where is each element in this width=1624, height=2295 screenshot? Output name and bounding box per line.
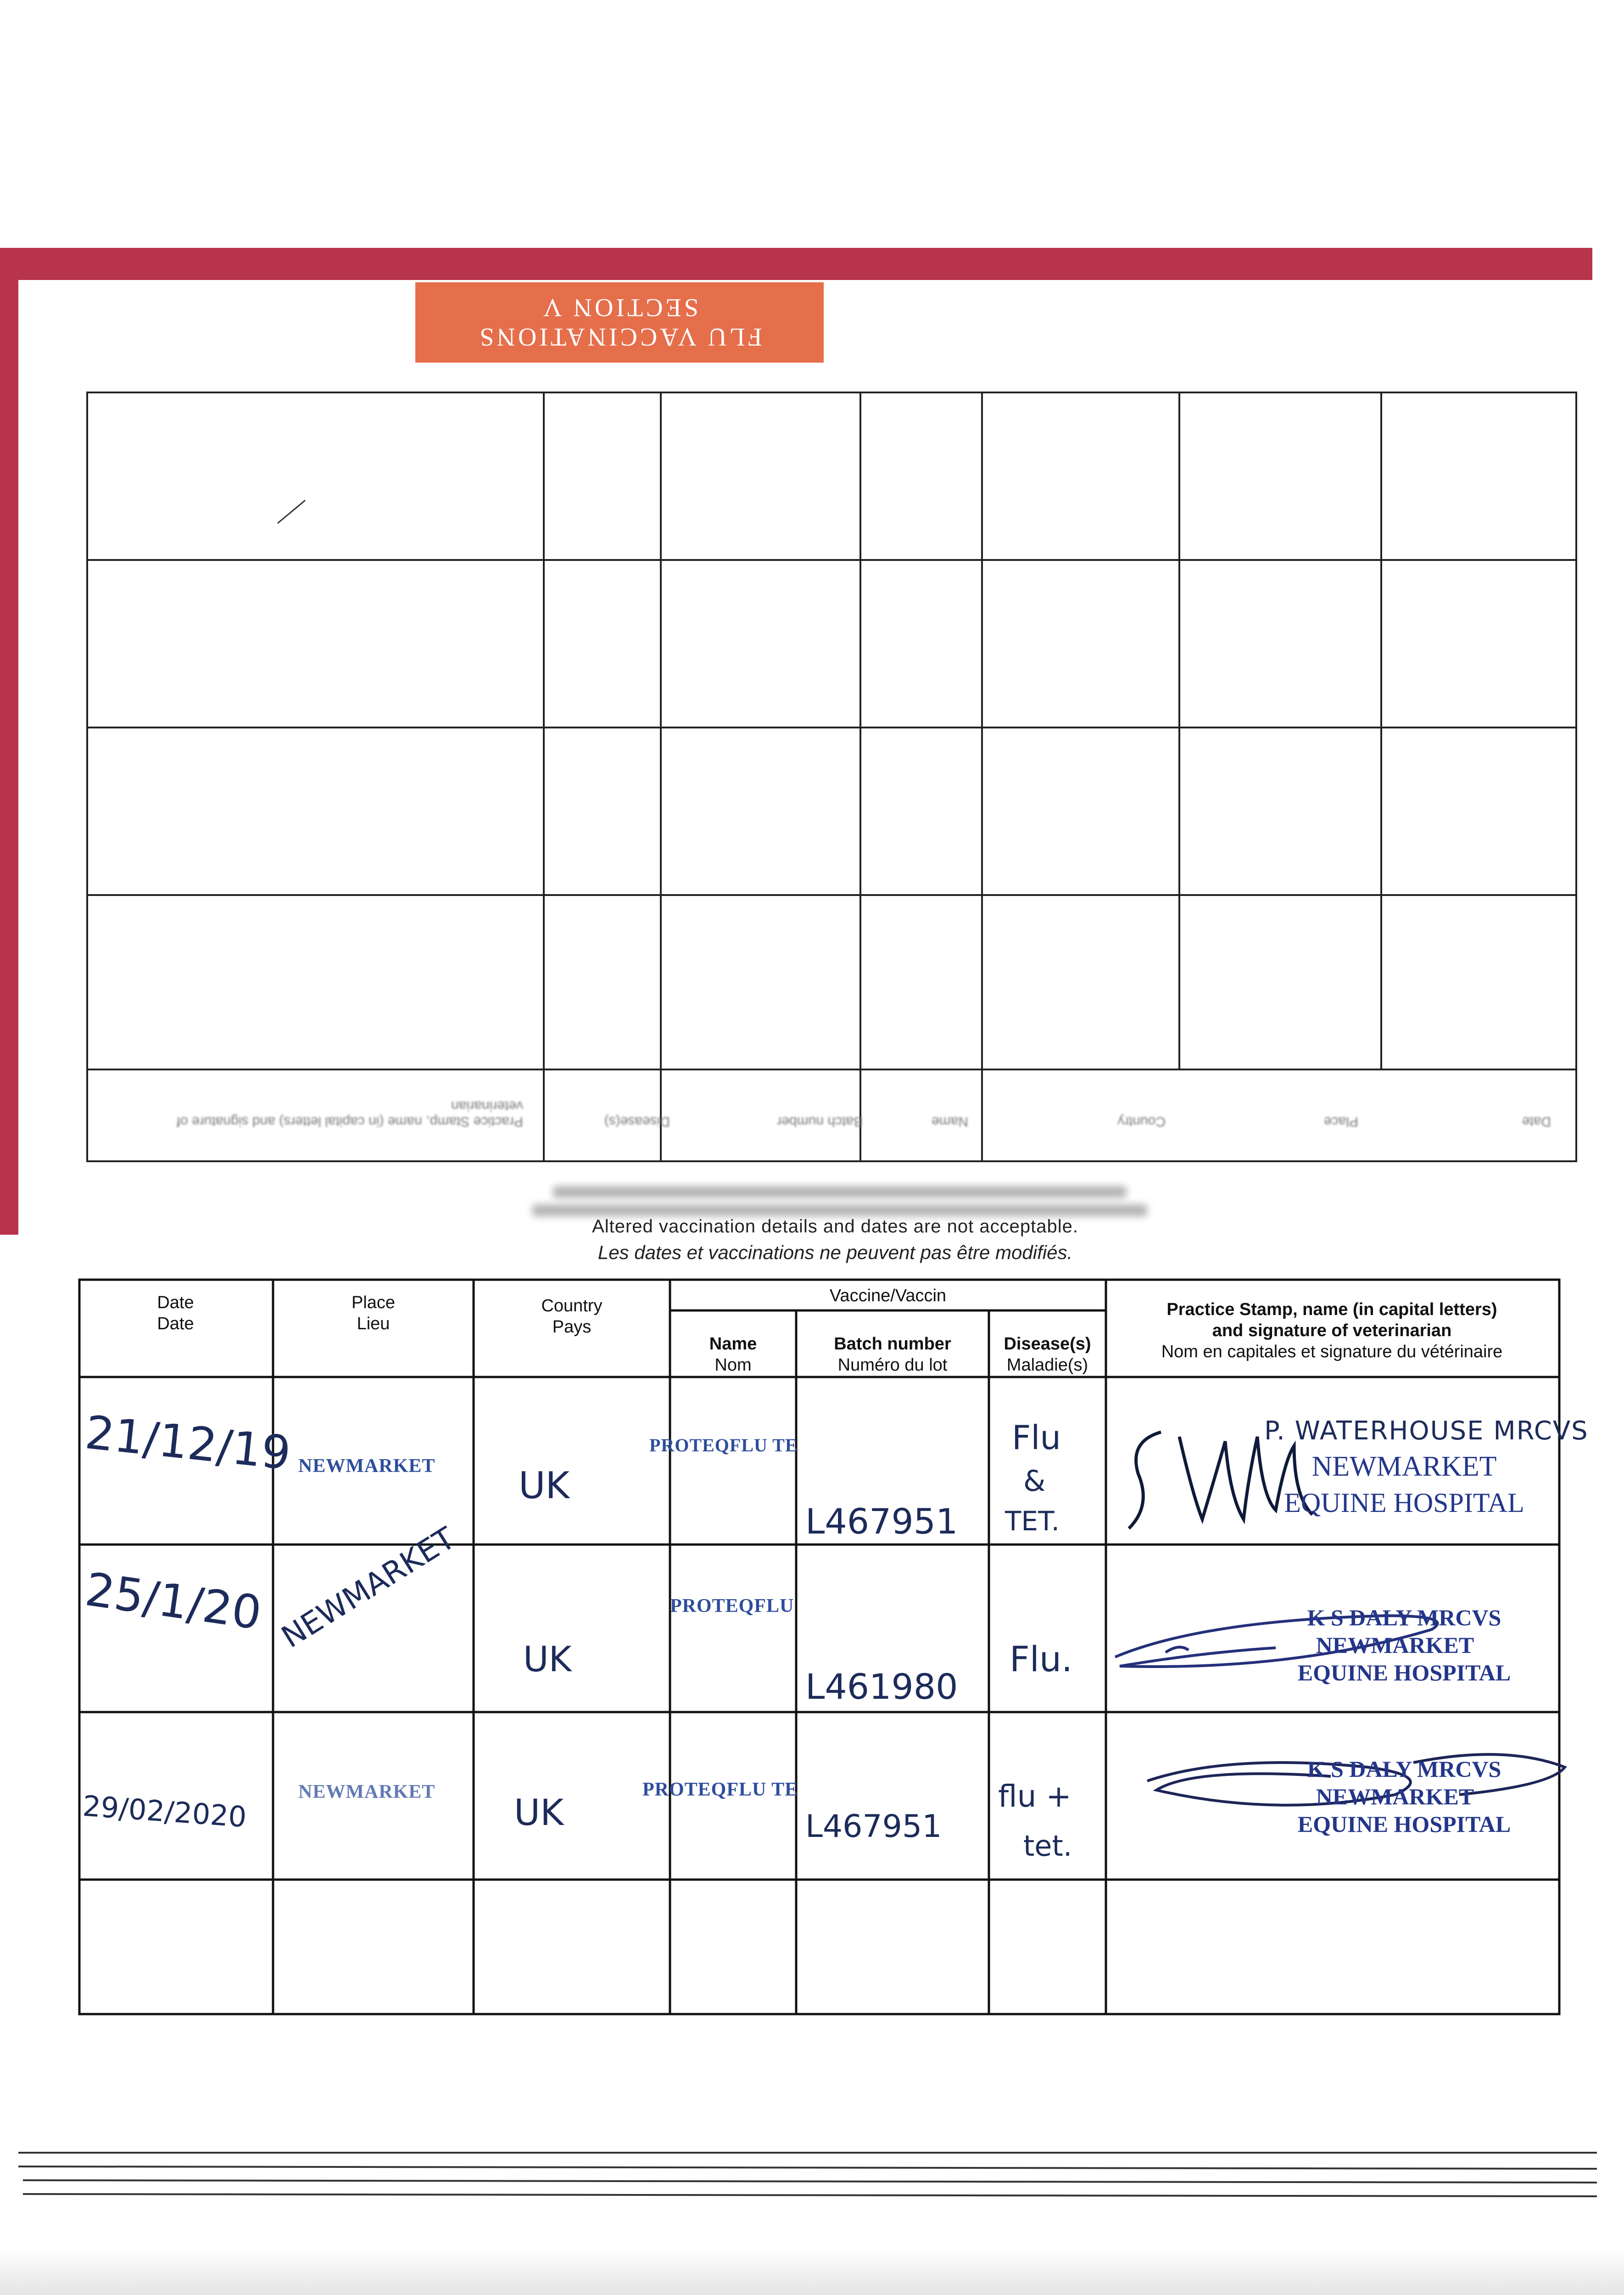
header-stamp-en-2: and signature of veterinarian bbox=[1212, 1321, 1452, 1340]
row3-vet-stamp-line0: K S DALY MRCVS bbox=[1307, 1756, 1501, 1782]
upper-header-country: Country bbox=[1117, 1114, 1166, 1129]
header-stamp-en-1: Practice Stamp, name (in capital letters) bbox=[1166, 1300, 1497, 1319]
header-practice-stamp bbox=[1106, 1299, 1558, 1362]
row1-disease-line3: TET. bbox=[1005, 1506, 1060, 1537]
header-date-en: Date bbox=[157, 1293, 194, 1312]
notice-french: Les dates et vaccinations ne peuvent pas être modifiés. bbox=[597, 1242, 1073, 1263]
row2-vaccine-stamp: PROTEQFLU bbox=[670, 1595, 794, 1617]
row2-batch: L461980 bbox=[805, 1666, 958, 1707]
upper-table-header-inverted bbox=[87, 1069, 1579, 1157]
page-edge-band bbox=[0, 248, 1592, 280]
header-country bbox=[474, 1295, 670, 1338]
header-name-en: Name bbox=[709, 1334, 757, 1354]
row1-vet-name-handwritten: P. WATERHOUSE MRCVS bbox=[1264, 1416, 1589, 1446]
header-country-en: Country bbox=[541, 1296, 603, 1315]
upper-header-disease: Disease(s) bbox=[604, 1114, 670, 1129]
row1-vet-stamp-line2: EQUINE HOSPITAL bbox=[1284, 1488, 1524, 1518]
row1-place-stamp: NEWMARKET bbox=[298, 1455, 435, 1477]
row2-date: 25/1/20 bbox=[82, 1562, 265, 1640]
notice-english: Altered vaccination details and dates are not acceptable. bbox=[592, 1216, 1078, 1237]
header-vaccine-name bbox=[670, 1333, 796, 1376]
row1-disease-line2: & bbox=[1023, 1464, 1046, 1498]
row1-country: UK bbox=[519, 1464, 570, 1507]
row1-date: 21/12/19 bbox=[83, 1405, 294, 1481]
upper-header-batch: Batch number bbox=[777, 1114, 863, 1129]
banner-subtitle: SECTION V bbox=[541, 293, 698, 322]
header-date bbox=[78, 1292, 273, 1334]
row1-batch: L467951 bbox=[805, 1501, 958, 1542]
row1-disease-line1: Flu bbox=[1012, 1418, 1061, 1457]
row3-date: 29/02/2020 bbox=[81, 1789, 248, 1834]
row3-vet-stamp-line2: EQUINE HOSPITAL bbox=[1297, 1811, 1511, 1837]
row2-country: UK bbox=[523, 1639, 572, 1679]
upper-header-date: Date bbox=[1522, 1114, 1551, 1129]
upper-vaccination-grid bbox=[85, 390, 1581, 1170]
header-disease bbox=[989, 1333, 1106, 1376]
header-batch-en: Batch number bbox=[834, 1334, 951, 1354]
header-stamp-fr: Nom en capitales et signature du vétérinaire bbox=[1161, 1342, 1503, 1361]
header-name-fr: Nom bbox=[714, 1355, 752, 1375]
header-batch bbox=[796, 1333, 989, 1376]
header-place-en: Place bbox=[351, 1293, 396, 1312]
header-date-fr: Date bbox=[157, 1314, 194, 1333]
header-place-fr: Lieu bbox=[357, 1314, 390, 1333]
row3-country: UK bbox=[514, 1792, 564, 1834]
row1-vet-stamp-line1: NEWMARKET bbox=[1311, 1451, 1497, 1482]
header-disease-fr: Maladie(s) bbox=[1006, 1355, 1088, 1375]
header-country-fr: Pays bbox=[552, 1317, 592, 1337]
row3-vaccine-stamp: PROTEQFLU TE bbox=[642, 1779, 798, 1800]
row3-place-stamp: NEWMARKET bbox=[298, 1781, 435, 1802]
row3-batch: L467951 bbox=[805, 1808, 942, 1845]
header-batch-fr: Numéro du lot bbox=[837, 1355, 948, 1375]
header-place bbox=[273, 1292, 474, 1334]
row1-vaccine-stamp: PROTEQFLU TE bbox=[649, 1435, 798, 1455]
row3-vet-stamp-line1: NEWMARKET bbox=[1316, 1784, 1474, 1809]
row2-place-handwritten: NEWMARKET bbox=[275, 1520, 462, 1655]
upper-header-name: Name bbox=[931, 1114, 968, 1129]
row2-vet-stamp-line2: EQUINE HOSPITAL bbox=[1297, 1660, 1511, 1685]
page-bottom-shadow bbox=[0, 2249, 1624, 2295]
page-stack-edges bbox=[9, 2148, 1606, 2208]
row2-disease: Flu. bbox=[1010, 1639, 1073, 1679]
upper-header-place: Place bbox=[1323, 1114, 1358, 1129]
row2-vet-stamp-line0: K S DALY MRCVS bbox=[1307, 1605, 1501, 1630]
upper-header-stamp: Practice Stamp, name (in capital letters) and signature of veterinarian bbox=[176, 1098, 523, 1129]
row3-disease-line2: tet. bbox=[1023, 1829, 1072, 1863]
section-banner bbox=[415, 282, 824, 363]
row2-vet-stamp-line1: NEWMARKET bbox=[1316, 1632, 1474, 1658]
banner-title: FLU VACCINATIONS bbox=[477, 323, 762, 352]
row3-disease-line1: flu + bbox=[998, 1779, 1072, 1814]
header-disease-en: Disease(s) bbox=[1004, 1334, 1091, 1354]
header-vaccine-group: Vaccine/Vaccin bbox=[829, 1286, 947, 1305]
page-edge-left bbox=[0, 248, 18, 1235]
